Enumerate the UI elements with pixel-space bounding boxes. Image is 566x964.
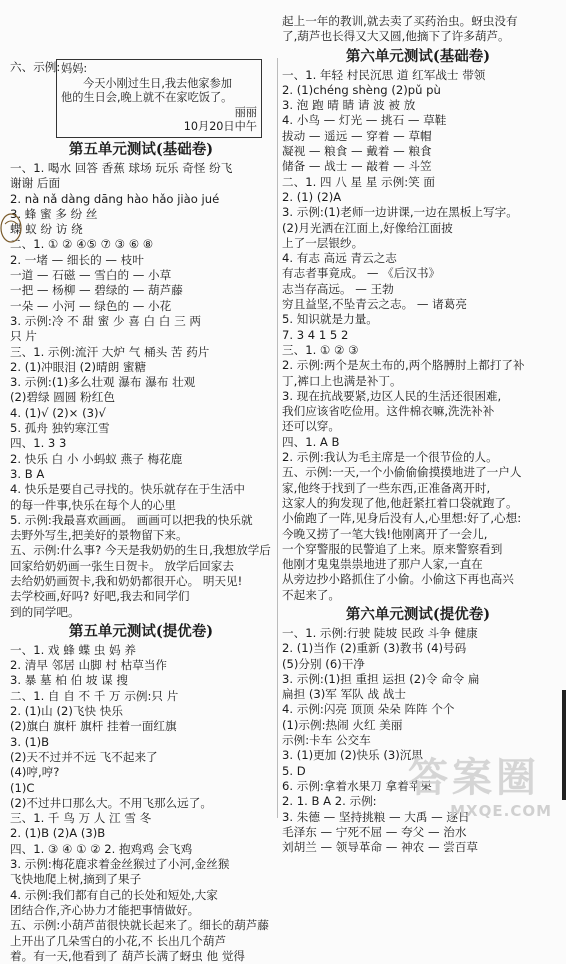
answer-line: (5)分别 (6)干净 (282, 656, 365, 671)
answer-line: 这家人的狗发现了他,他赶紧扛着口袋就跑了。 (282, 495, 518, 510)
answer-line: 二、1. ① ② ④⑤ ⑦ ③ ⑥ ⑧ (10, 237, 154, 252)
left-column (10, 60, 272, 964)
answer-line: 回家给奶奶画一张生日贺卡。 放学后回家去 (10, 558, 234, 573)
answer-line: 5. D (282, 763, 306, 778)
stamp-icon (0, 212, 22, 244)
answer-line: 3. 示例:冷 不 甜 蜜 少 喜 白 白 三 两 (10, 313, 201, 328)
answer-line: 4. 有志 高远 青云之志 (282, 251, 397, 266)
answer-line: 3. 泡 跑 晴 睛 请 波 被 放 (282, 98, 416, 113)
answer-line: 4. 快乐是要自己寻找的。快乐就存在于生活中 (10, 482, 246, 497)
answer-line: 志当存高远。 — 王勃 (282, 281, 394, 296)
answer-line: 5. 孤舟 独钓寒江雪 (10, 421, 110, 436)
answer-line: 一、1. 年轻 村民沉思 道 红军战士 带领 (282, 67, 486, 82)
answer-line: 还可以穿。 (282, 419, 340, 434)
answer-line: 一、1. 戏 蜂 蝶 虫 妈 养 (10, 642, 136, 657)
answer-line: 毛泽东 — 宁死不屈 — 夸父 — 治水 (282, 824, 467, 839)
answer-line: 上开出了几朵雪白的小花,不 长出几个葫芦 (10, 933, 227, 948)
answer-line: 4. (1)√ (2)× (3)√ (10, 405, 106, 420)
answer-line: 蝶 蚁 纷 访 绕 (10, 222, 83, 237)
answer-line: 2. (1)当作 (2)重新 (3)教书 (4)号码 (282, 641, 467, 656)
answer-line: 3. 示例:梅花鹿求着金丝猴过了小河,金丝猴 (10, 857, 230, 872)
continued-answer (282, 14, 554, 45)
watermark-logo: 答案圈 (408, 754, 540, 801)
answer-line: 一朵 — 小河 — 绿色的 — 小花 (10, 298, 172, 313)
page-edge-shadow (562, 690, 566, 800)
watermark-url: MXQE.COM (450, 802, 552, 820)
answer-line: 丁,裤口上也满是补丁。 (282, 373, 402, 388)
answer-line: 一、1. 示例:行驶 陡坡 民政 斗争 健康 (282, 625, 478, 640)
answer-line: 储备 — 战士 — 敲着 — 斗笠 (282, 159, 432, 174)
answer-line: 2. (1) (2)A (282, 189, 342, 204)
answer-line: 凝视 — 粮食 — 戴着 — 粮食 (282, 144, 432, 159)
answer-line: 2. 一堵 — 细长的 — 枝叶 (10, 252, 144, 267)
answer-line: 3. 蜂 蜜 多 纷 丝 (10, 206, 98, 221)
right-column (282, 14, 554, 855)
answer-line: 3. 暴 墓 柏 伯 坡 谋 搜 (10, 673, 129, 688)
answer-line: 2. (1)山 (2)飞快 快乐 (10, 704, 123, 719)
answer-line: (1)C (10, 780, 35, 795)
answer-line: 四、1. ③ ④ ① ② 2. 抱鸡鸡 会飞鸡 (10, 841, 193, 856)
answer-line: 3. 现在抗战要紧,边区人民的生活还很困难, (282, 388, 502, 403)
answer-line: 一道 — 石磁 — 雪白的 — 小草 (10, 268, 172, 283)
answer-line: 三、1. 示例:流汗 大炉 气 桶头 苦 药片 (10, 344, 210, 359)
note-body-2: 他的生日会,晚上就不在家吃饭了。 (61, 91, 233, 105)
answer-line: 2. 快乐 白 小 小蚂蚁 燕子 梅花鹿 (10, 451, 183, 466)
answer-line: 2. nà nǎ dàng dāng hào hǎo jiào jué (10, 191, 220, 206)
message-note (56, 59, 262, 138)
answer-line: 二、1. 四 八 星 星 示例:笑 面 (282, 174, 436, 189)
answer-line: 今晚又捞了一笔大钱!他刚离开了一会儿, (282, 526, 488, 541)
answer-line: 6. 示例:拿着水果刀 拿着苹果 (282, 778, 432, 793)
answer-line: 三、1. ① ② ③ (282, 342, 359, 357)
answer-line: 起上一年的教训,就去卖了买药治虫。蚜虫没有 (282, 14, 518, 28)
answer-line: (2)月光洒在江面上,好像给江面披 (282, 220, 453, 235)
answer-line: 4. 示例:我们都有自己的长处和短处,大家 (10, 887, 218, 902)
answer-line: (2)旗白 旗杆 旗杆 挂着一面红旗 (10, 719, 177, 734)
answer-line: 到的同学吧。 (10, 604, 80, 619)
answer-line: 四、1. 3 3 (10, 436, 67, 451)
answer-line: 4. 小鸟 — 灯光 — 挑石 — 草鞋 (282, 113, 447, 128)
answer-line: 拔动 — 遥远 — 穿着 — 草帽 (282, 128, 432, 143)
study-stamp (0, 212, 22, 244)
answer-line: 2. (1)chéng shèng (2)pǔ pù (282, 82, 441, 97)
note-body-1: 今天小刚过生日,我去他家参加 (83, 76, 232, 90)
answer-line: 的每一件事,快乐在每个人的心里 (10, 497, 176, 512)
answer-line: (1)示例:热闹 火红 美丽 (282, 717, 403, 732)
answer-line: 五、示例:小葫芦苗很快就长起来了。细长的葫芦藤 (10, 918, 269, 933)
answer-line: 3. (1)更加 (2)快乐 (3)沉思 (282, 748, 423, 763)
answer-line: 谢谢 后面 (10, 176, 61, 191)
answer-line: 团结合作,齐心协力才能把事情做好。 (10, 902, 200, 917)
unit5-advanced-answers (10, 643, 272, 964)
answer-line: 2. 示例:我认为毛主席是一个很节俭的人。 (282, 450, 498, 465)
answer-line: 一把 — 杨柳 — 碧绿的 — 葫芦藤 (10, 283, 183, 298)
answer-line: 3. 示例:(1)担 重担 运担 (2)令 命令 扁 (282, 671, 480, 686)
answer-line: 只 片 (10, 329, 37, 344)
answer-line: 7. 3 4 1 5 2 (282, 327, 349, 342)
section-title-unit5-advanced: 第五单元测试(提优卷) (68, 622, 214, 640)
answer-line: 3. (1)B (10, 734, 50, 749)
answer-line: 3. B A (10, 466, 45, 481)
answer-line: 我们应该省吃俭用。这件棉衣嘛,洗洗补补 (282, 404, 495, 419)
answer-line: 一个穿警服的民警追了上来。原来警察看到 (282, 541, 503, 556)
answer-line: 3. 示例:(1)老师一边讲课,一边在黑板上写字。 (282, 205, 518, 220)
section-title-unit5-basic: 第五单元测试(基础卷) (68, 140, 214, 158)
answer-line: 不起来了。 (282, 587, 340, 602)
answer-line: (4)哼,哼? (10, 765, 60, 780)
answer-line: 着。有一天,他看到了 葫芦长满了蚜虫 他 觉得 (10, 948, 246, 963)
answer-line: 从旁边抄小路抓住了小偷。小偷这下再也高兴 (282, 572, 514, 587)
answer-line: 上了一层银纱。 (282, 235, 364, 250)
answer-line: 2. 1. B A 2. 示例: (282, 794, 377, 809)
answer-line: 五、示例:一天,一个小偷偷偷摸摸地进了一户人 (282, 465, 522, 480)
answer-line: 4. 示例:闪亮 顶顶 朵朵 阵阵 个个 (282, 702, 455, 717)
answer-line: 五、示例:什么事? 今天是我奶奶的生日,我想放学后 (10, 543, 271, 558)
item-six-label: 六、示例: (10, 60, 61, 73)
unit5-basic-answers (10, 161, 272, 620)
answer-line: 去给奶奶画贺卡,我和奶奶都很开心。 明天见! (10, 573, 243, 588)
answer-line: 2. 示例:两个是灰土布的,两个胳膊肘上都打了补 (282, 358, 525, 373)
answer-line: 2. (1)B (2)A (3)B (10, 826, 106, 841)
unit6-basic-answers (282, 68, 554, 603)
answer-line: 了,葫芦也长得又大又圆,他摘下了许多葫芦。 (282, 29, 510, 44)
answer-line: 四、1. A B (282, 434, 340, 449)
column-divider (277, 58, 278, 818)
answer-line: 穷且益坚,不坠青云之志。 — 诸葛亮 (282, 297, 467, 312)
answer-line: 有志者事竟成。 — 《后汉书》 (282, 266, 441, 281)
note-sign: 丽丽 (234, 105, 257, 119)
section-title-unit6-advanced: 第六单元测试(提优卷) (345, 605, 491, 623)
note-salute: 妈妈: (61, 62, 88, 75)
answer-line: 刘胡兰 — 领导革命 — 神农 — 尝百草 (282, 840, 479, 855)
unit6-advanced-answers (282, 626, 554, 855)
answer-line: 2. 清早 邻居 山脚 村 枯草当作 (10, 658, 168, 673)
answer-line: 二、1. 自 自 不 千 万 示例:只 片 (10, 688, 179, 703)
answer-line: 去野外写生,把美好的景物留下来。 (10, 528, 188, 543)
answer-line: 3. 朱德 — 坚持挑粮 — 大禹 — 逐日 (282, 809, 470, 824)
answer-line: 一、1. 喝水 回答 香蕉 球场 玩乐 奇怪 纷飞 (10, 160, 233, 175)
answer-line: 5. 知识就是力量。 (282, 312, 378, 327)
answer-line: 三、1. 千 鸟 万 人 江 雪 冬 (10, 811, 152, 826)
answer-line: 示例:卡车 公交车 (282, 733, 371, 748)
answer-line: 小偷跑了一阵,见身后没有人,心里想:好了,心想: (282, 511, 522, 526)
section-title-unit6-basic: 第六单元测试(基础卷) (345, 47, 491, 65)
answer-line: 3. 示例:(1)多么壮观 瀑布 瀑布 壮观 (10, 375, 196, 390)
answer-line: 飞快地爬上树,摘到了果子 (10, 872, 142, 887)
answer-line: (2)天不过并不远 飞不起来了 (10, 749, 158, 764)
answer-line: (2)不过井口那么大。不用飞那么远了。 (10, 795, 212, 810)
answer-line: 去学校画,好吗? 好吧,我去和同学们 (10, 589, 190, 604)
note-date: 10月20日中午 (183, 120, 257, 134)
answer-line: 扁担 (3)军 军队 战 战士 (282, 687, 406, 702)
answer-line: (2)碧绿 圆圆 粉红色 (10, 390, 115, 405)
answer-line: 他刚才鬼鬼祟祟地进了那户人家,一直在 (282, 557, 483, 572)
answer-line: 2. (1)冲眼泪 (2)晴朗 蜜糖 (10, 359, 147, 374)
answer-line: 5. 示例:我最喜欢画画。 画画可以把我的快乐就 (10, 512, 253, 527)
answer-line: 家,他终于找到了一些东西,正准备离开时, (282, 480, 491, 495)
